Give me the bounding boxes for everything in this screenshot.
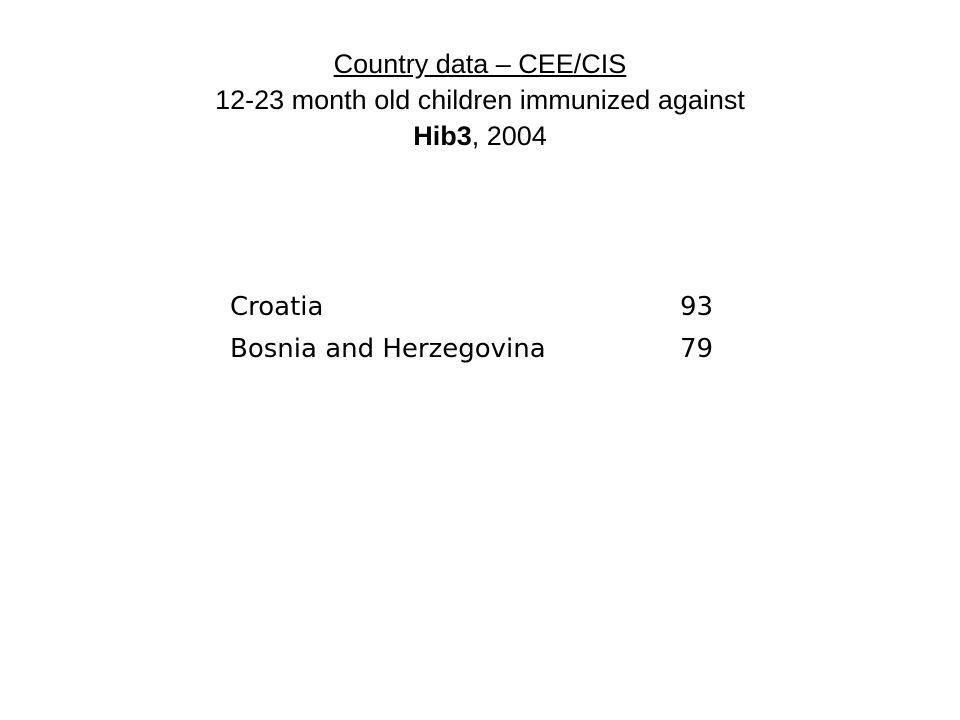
title-year: , 2004 bbox=[471, 121, 547, 151]
table-row bbox=[230, 286, 730, 328]
table-row bbox=[230, 328, 730, 370]
title-line-vaccine-year bbox=[0, 118, 960, 154]
immunization-value: 79 bbox=[680, 334, 714, 364]
country-name: Croatia bbox=[230, 292, 324, 322]
title-line-region: Country data – CEE/CIS bbox=[333, 49, 627, 79]
country-name: Bosnia and Herzegovina bbox=[230, 334, 546, 364]
immunization-value: 93 bbox=[680, 292, 714, 322]
title-vaccine-name: Hib3 bbox=[413, 121, 472, 151]
slide-title bbox=[0, 46, 960, 154]
country-data-table bbox=[230, 286, 730, 370]
title-line-indicator: 12-23 month old children immunized against bbox=[215, 85, 745, 115]
